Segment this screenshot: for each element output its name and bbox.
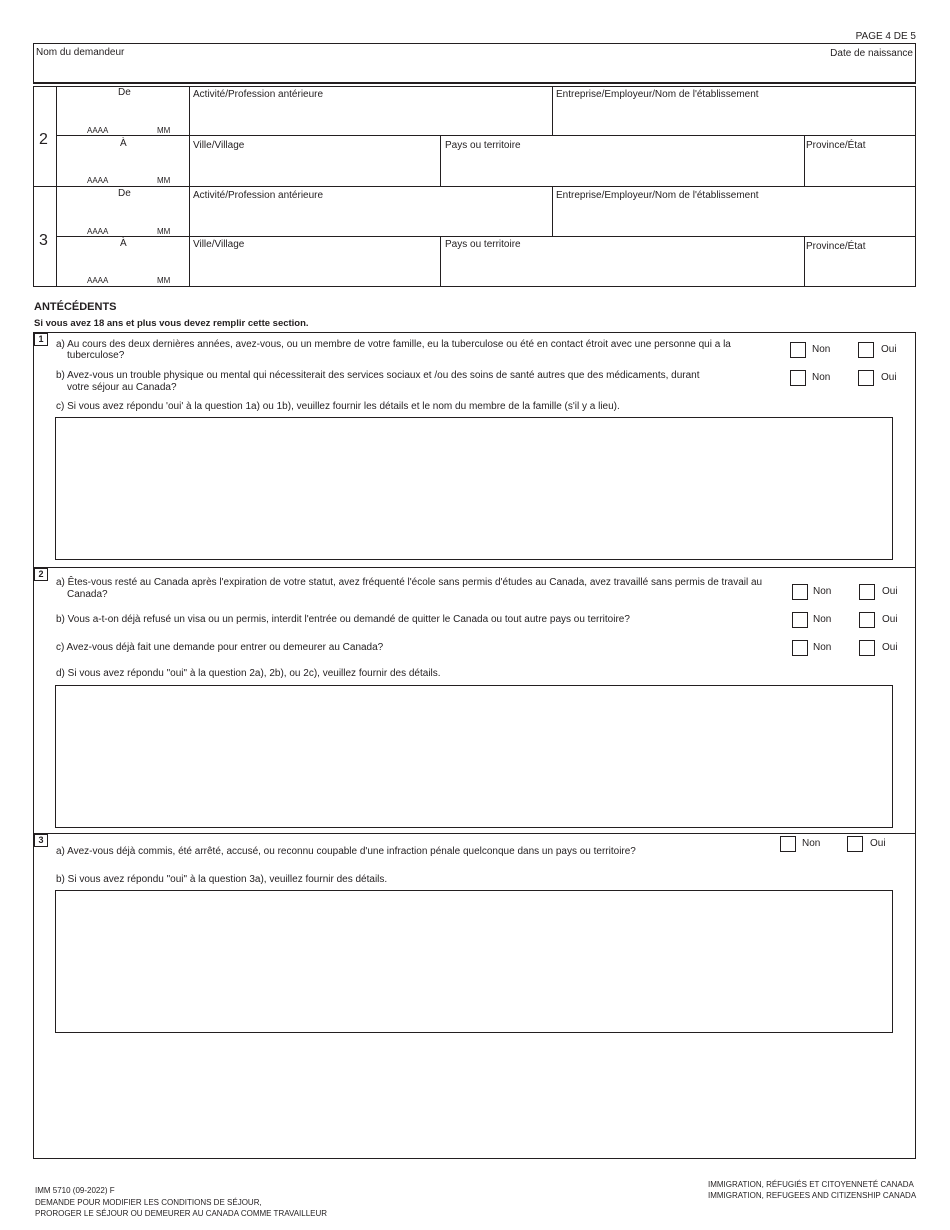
month-label: MM — [157, 176, 171, 185]
q2a-yes-checkbox[interactable] — [859, 584, 875, 600]
question-1a-text: a) Au cours des deux dernières années, avez-vous, ou un membre de votre famille, eu la tuberculose ou été en contact étroit avec une personne qui a la — [56, 339, 731, 350]
q3-details-textarea[interactable] — [55, 890, 893, 1033]
applicant-name-field[interactable] — [34, 57, 814, 82]
employer-input[interactable] — [554, 101, 914, 134]
month-label: MM — [157, 276, 171, 285]
yes-label: Oui — [882, 642, 898, 653]
employer-label: Entreprise/Employeur/Nom de l'établissement — [556, 190, 759, 201]
city-input[interactable] — [191, 152, 439, 186]
occupation-input[interactable] — [191, 101, 551, 134]
yes-label: Oui — [881, 344, 897, 355]
from-date-input[interactable] — [58, 98, 188, 124]
yes-label: Oui — [882, 586, 898, 597]
month-label: MM — [157, 126, 171, 135]
occupation-input[interactable] — [191, 202, 551, 235]
row-number: 3 — [39, 232, 48, 249]
question-1b-text-cont: votre séjour au Canada? — [67, 382, 177, 393]
question-3a-text: a) Avez-vous déjà commis, été arrêté, accusé, ou reconnu coupable d'une infraction pénale quelconque dans un pays ou territoire? — [56, 846, 636, 857]
occupation-label: Activité/Profession antérieure — [193, 190, 324, 201]
no-label: Non — [813, 586, 832, 597]
no-label: Non — [813, 614, 832, 625]
employer-label: Entreprise/Employeur/Nom de l'établissement — [556, 89, 759, 100]
department-name-fr: IMMIGRATION, RÉFUGIÉS ET CITOYENNETÉ CANADA — [708, 1180, 914, 1189]
to-date-input[interactable] — [58, 149, 188, 175]
q2b-no-checkbox[interactable] — [792, 612, 808, 628]
no-label: Non — [812, 372, 831, 383]
birth-date-field[interactable] — [815, 60, 915, 82]
no-label: Non — [802, 838, 821, 849]
question-number: 2 — [34, 568, 48, 581]
question-2a-text: a) Êtes-vous resté au Canada après l'expiration de votre statut, avez fréquenté l'école sans permis d'études au Canada, avez travaillé sans permis de travail au — [56, 577, 763, 588]
row-number: 2 — [39, 131, 48, 148]
question-2d-text: d) Si vous avez répondu "oui" à la question 2a), 2b), ou 2c), veuillez fournir des détails. — [56, 668, 441, 679]
section-instruction: Si vous avez 18 ans et plus vous devez remplir cette section. — [34, 318, 309, 329]
yes-label: Oui — [882, 614, 898, 625]
page-number: PAGE 4 DE 5 — [855, 31, 916, 42]
country-label: Pays ou territoire — [445, 140, 521, 151]
province-input[interactable] — [806, 152, 914, 186]
occupation-label: Activité/Profession antérieure — [193, 89, 324, 100]
q1b-no-checkbox[interactable] — [790, 370, 806, 386]
from-label: De — [118, 188, 131, 199]
country-input[interactable] — [442, 252, 803, 286]
month-label: MM — [157, 227, 171, 236]
city-label: Ville/Village — [193, 140, 245, 151]
from-label: De — [118, 87, 131, 98]
question-2c-text: c) Avez-vous déjà fait une demande pour entrer ou demeurer au Canada? — [56, 642, 384, 653]
question-1a-text-cont: tuberculose? — [67, 350, 125, 361]
province-label: Province/État — [806, 241, 866, 252]
q2a-no-checkbox[interactable] — [792, 584, 808, 600]
question-number: 3 — [34, 834, 48, 847]
no-label: Non — [813, 642, 832, 653]
q3a-no-checkbox[interactable] — [780, 836, 796, 852]
q1a-yes-checkbox[interactable] — [858, 342, 874, 358]
city-label: Ville/Village — [193, 239, 245, 250]
question-3b-text: b) Si vous avez répondu "oui" à la question 3a), veuillez fournir des détails. — [56, 874, 388, 885]
applicant-name-label: Nom du demandeur — [36, 47, 125, 58]
q3a-yes-checkbox[interactable] — [847, 836, 863, 852]
q2-details-textarea[interactable] — [55, 685, 893, 828]
year-label: AAAA — [87, 227, 109, 236]
q1a-no-checkbox[interactable] — [790, 342, 806, 358]
form-code: IMM 5710 (09-2022) F — [35, 1186, 115, 1195]
q1b-yes-checkbox[interactable] — [858, 370, 874, 386]
birth-date-label: Date de naissance — [830, 48, 913, 59]
city-input[interactable] — [191, 252, 439, 286]
from-date-input[interactable] — [58, 199, 188, 225]
department-name-en: IMMIGRATION, REFUGEES AND CITIZENSHIP CANADA — [708, 1191, 917, 1200]
country-label: Pays ou territoire — [445, 239, 521, 250]
province-label: Province/État — [806, 140, 866, 151]
employer-input[interactable] — [554, 202, 914, 235]
form-title-line-1: DEMANDE POUR MODIFIER LES CONDITIONS DE SÉJOUR, — [35, 1198, 262, 1207]
country-input[interactable] — [442, 152, 803, 186]
no-label: Non — [812, 344, 831, 355]
q1-details-textarea[interactable] — [55, 417, 893, 560]
year-label: AAAA — [87, 176, 109, 185]
to-date-input[interactable] — [58, 249, 188, 275]
province-input[interactable] — [806, 252, 914, 286]
to-label: À — [120, 238, 127, 249]
q2c-yes-checkbox[interactable] — [859, 640, 875, 656]
yes-label: Oui — [881, 372, 897, 383]
q2c-no-checkbox[interactable] — [792, 640, 808, 656]
to-label: À — [120, 138, 127, 149]
question-1c-text: c) Si vous avez répondu 'oui' à la question 1a) ou 1b), veuillez fournir les détails et le nom du membre de la famille (s'il y a lieu). — [56, 401, 620, 412]
yes-label: Oui — [870, 838, 886, 849]
form-title-line-2: PROROGER LE SÉJOUR OU DEMEURER AU CANADA COMME TRAVAILLEUR — [35, 1209, 328, 1218]
year-label: AAAA — [87, 276, 109, 285]
question-number: 1 — [34, 333, 48, 346]
section-title: ANTÉCÉDENTS — [34, 301, 117, 313]
question-1b-text: b) Avez-vous un trouble physique ou mental qui nécessiterait des services sociaux et /ou des soins de santé autres que des médicaments, durant — [56, 370, 700, 381]
year-label: AAAA — [87, 126, 109, 135]
question-2b-text: b) Vous a-t-on déjà refusé un visa ou un permis, interdit l'entrée ou demandé de quitter le Canada ou tout autre pays ou territoire? — [56, 614, 630, 625]
q2b-yes-checkbox[interactable] — [859, 612, 875, 628]
question-2a-text-cont: Canada? — [67, 589, 108, 600]
